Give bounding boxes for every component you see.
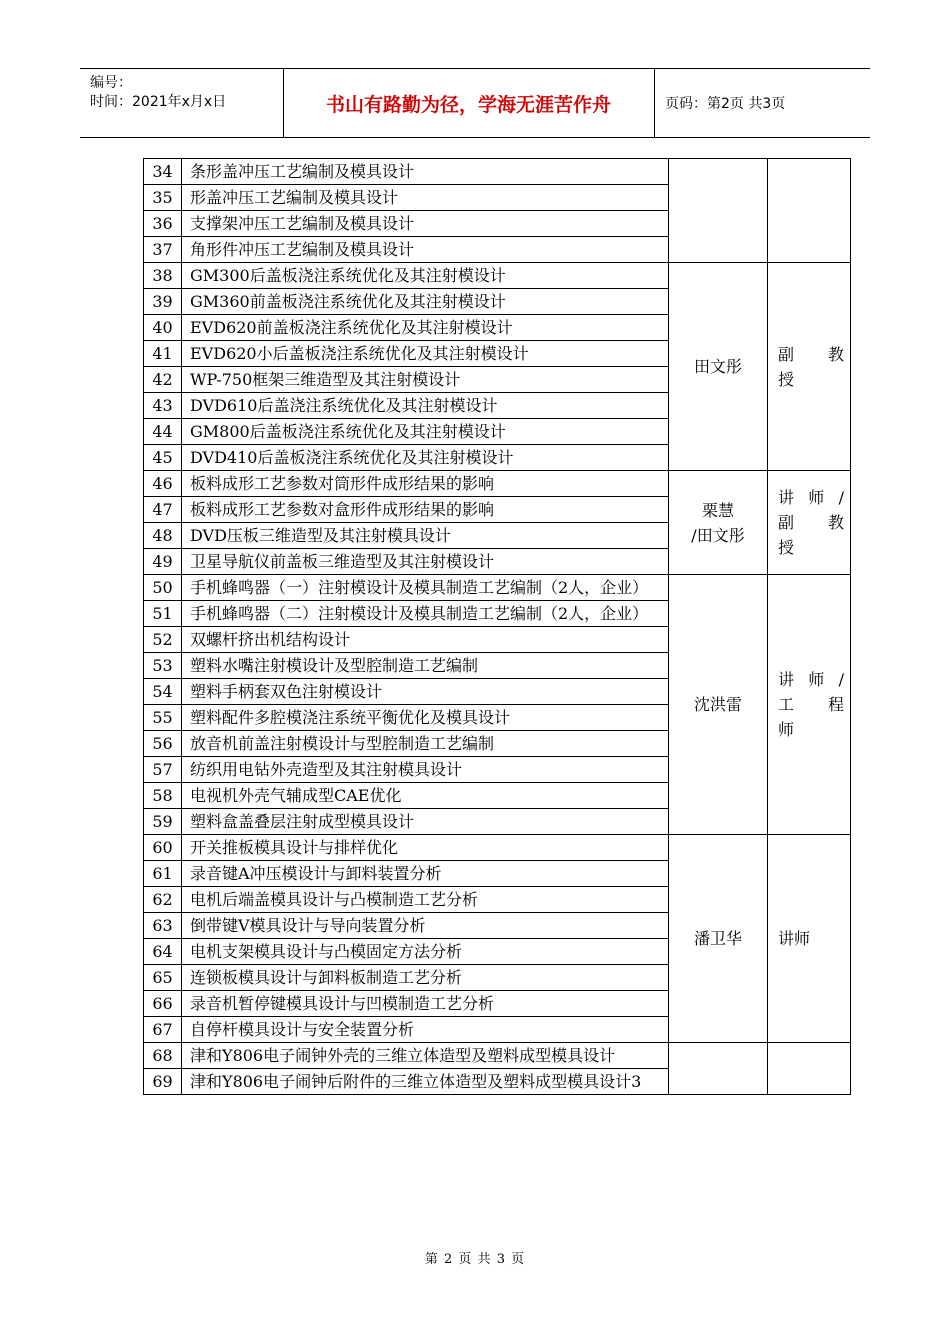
row-title: EVD620小后盖板浇注系统优化及其注射模设计 (182, 341, 669, 367)
advisor-cell-empty (669, 1043, 768, 1095)
advisor-rank-line: 工程 (778, 695, 844, 714)
row-number: 46 (144, 471, 182, 497)
row-title: 角形件冲压工艺编制及模具设计 (182, 237, 669, 263)
row-number: 40 (144, 315, 182, 341)
row-number: 56 (144, 731, 182, 757)
row-number: 36 (144, 211, 182, 237)
row-number: 41 (144, 341, 182, 367)
table-row (144, 575, 851, 601)
row-title: 录音键A冲压模设计与卸料装置分析 (182, 861, 669, 887)
advisor-rank-line: 授 (778, 538, 795, 557)
row-number: 67 (144, 1017, 182, 1043)
table-row (144, 1043, 851, 1069)
advisor-name: 田文彤 (693, 357, 742, 376)
row-number: 35 (144, 185, 182, 211)
row-number: 49 (144, 549, 182, 575)
row-number: 66 (144, 991, 182, 1017)
advisor-rank-line: 授 (778, 369, 795, 389)
advisor-name: 栗慧 (701, 500, 734, 520)
row-title: GM800后盖板浇注系统优化及其注射模设计 (182, 419, 669, 445)
row-title: 电机支架模具设计与凸模固定方法分析 (182, 939, 669, 965)
row-number: 59 (144, 809, 182, 835)
row-number: 68 (144, 1043, 182, 1069)
advisor-cell-empty (669, 159, 768, 263)
row-title: 放音机前盖注射模设计与型腔制造工艺编制 (182, 731, 669, 757)
row-title: EVD620前盖板浇注系统优化及其注射模设计 (182, 315, 669, 341)
row-title: 手机蜂鸣器（二）注射模设计及模具制造工艺编制（2人，企业） (182, 601, 669, 627)
row-title: DVD压板三维造型及其注射模具设计 (182, 523, 669, 549)
row-title: 纺织用电钻外壳造型及其注射模具设计 (182, 757, 669, 783)
page-footer: 第 2 页 共 3 页 (424, 1252, 526, 1267)
row-number: 58 (144, 783, 182, 809)
rank-cell (768, 263, 851, 471)
row-title: DVD410后盖板浇注系统优化及其注射模设计 (182, 445, 669, 471)
header-motto: 书山有路勤为径，学海无涯苦作舟 (283, 69, 655, 137)
row-number: 39 (144, 289, 182, 315)
rank-cell (768, 575, 851, 835)
rank-cell-empty (768, 159, 851, 263)
row-title: 塑料手柄套双色注射模设计 (182, 679, 669, 705)
row-title: 条形盖冲压工艺编制及模具设计 (182, 159, 669, 185)
table-row (144, 471, 851, 497)
advisor-rank-line: 讲师 (778, 929, 811, 948)
advisor-rank-line: 讲师/ (778, 670, 844, 689)
row-number: 62 (144, 887, 182, 913)
row-title: 板料成形工艺参数对盒形件成形结果的影响 (182, 497, 669, 523)
row-number: 48 (144, 523, 182, 549)
row-number: 54 (144, 679, 182, 705)
row-title: GM300后盖板浇注系统优化及其注射模设计 (182, 263, 669, 289)
advisor-cell (669, 835, 768, 1043)
row-number: 64 (144, 939, 182, 965)
row-title: 津和Y806电子闹钟外壳的三维立体造型及塑料成型模具设计 (182, 1043, 669, 1069)
row-title: 板料成形工艺参数对筒形件成形结果的影响 (182, 471, 669, 497)
row-number: 44 (144, 419, 182, 445)
row-number: 57 (144, 757, 182, 783)
advisor-rank-line: 副教 (778, 513, 844, 532)
row-number: 47 (144, 497, 182, 523)
advisor-cell (669, 263, 768, 471)
rank-cell (768, 471, 851, 575)
row-number: 63 (144, 913, 182, 939)
row-title: 卫星导航仪前盖板三维造型及其注射模设计 (182, 549, 669, 575)
row-number: 43 (144, 393, 182, 419)
row-title: DVD610后盖浇注系统优化及其注射模设计 (182, 393, 669, 419)
row-title: 手机蜂鸣器（一）注射模设计及模具制造工艺编制（2人，企业） (182, 575, 669, 601)
row-number: 45 (144, 445, 182, 471)
row-number: 37 (144, 237, 182, 263)
row-title: 电机后端盖模具设计与凸模制造工艺分析 (182, 887, 669, 913)
row-title: 双螺杆挤出机结构设计 (182, 627, 669, 653)
row-title: 塑料水嘴注射模设计及型腔制造工艺编制 (182, 653, 669, 679)
row-title: 形盖冲压工艺编制及模具设计 (182, 185, 669, 211)
row-title: 塑料配件多腔模浇注系统平衡优化及模具设计 (182, 705, 669, 731)
row-number: 50 (144, 575, 182, 601)
row-number: 65 (144, 965, 182, 991)
row-number: 55 (144, 705, 182, 731)
row-title: 录音机暂停键模具设计与凹模制造工艺分析 (182, 991, 669, 1017)
row-title: WP-750框架三维造型及其注射模设计 (182, 367, 669, 393)
row-number: 61 (144, 861, 182, 887)
row-title: 自停杆模具设计与安全装置分析 (182, 1017, 669, 1043)
row-number: 60 (144, 835, 182, 861)
rank-cell-empty (768, 1043, 851, 1095)
topic-table (143, 158, 851, 1095)
advisor-rank-line: 副教 (778, 344, 844, 364)
row-title: 开关推板模具设计与排样优化 (182, 835, 669, 861)
row-title: 津和Y806电子闹钟后附件的三维立体造型及塑料成型模具设计3 (182, 1069, 669, 1095)
table-row (144, 263, 851, 289)
row-title: 塑料盒盖叠层注射成型模具设计 (182, 809, 669, 835)
advisor-name: 沈洪雷 (693, 695, 742, 714)
header-info-cell (80, 69, 284, 137)
advisor-rank-line: 讲师/ (778, 488, 844, 507)
row-number: 52 (144, 627, 182, 653)
row-number: 51 (144, 601, 182, 627)
row-title: 支撑架冲压工艺编制及模具设计 (182, 211, 669, 237)
row-number: 69 (144, 1069, 182, 1095)
rank-cell (768, 835, 851, 1043)
row-number: 38 (144, 263, 182, 289)
row-title: 连锁板模具设计与卸料板制造工艺分析 (182, 965, 669, 991)
time-label: 时间：2021年x月x日 (90, 94, 227, 110)
table-row (144, 835, 851, 861)
page-header (80, 68, 870, 138)
advisor-name: /田文彤 (691, 525, 745, 545)
advisor-cell (669, 471, 768, 575)
row-number: 42 (144, 367, 182, 393)
code-label: 编号： (90, 75, 132, 91)
header-page-info: 页码：第2页 共3页 (665, 96, 786, 112)
row-number: 53 (144, 653, 182, 679)
row-number: 34 (144, 159, 182, 185)
table-row (144, 159, 851, 185)
advisor-name: 潘卫华 (693, 929, 742, 948)
row-title: GM360前盖板浇注系统优化及其注射模设计 (182, 289, 669, 315)
row-title: 倒带键V模具设计与导向装置分析 (182, 913, 669, 939)
advisor-rank-line: 师 (778, 720, 795, 739)
advisor-cell (669, 575, 768, 835)
row-title: 电视机外壳气辅成型CAE优化 (182, 783, 669, 809)
